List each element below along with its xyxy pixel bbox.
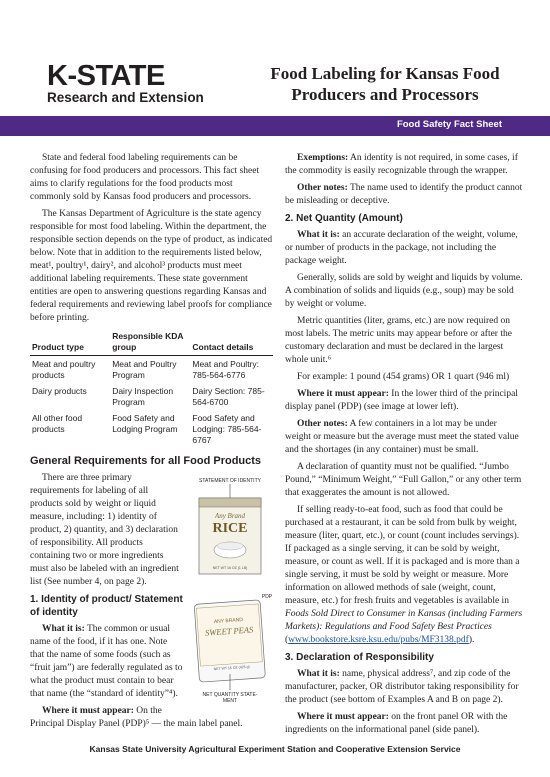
sec2-what-label: What it is: xyxy=(297,230,340,240)
rice-weight-text: NET WT 16 OZ (1 LB) xyxy=(212,566,248,570)
label-example-illustration xyxy=(187,474,273,704)
peas-brand-text: ANY BRAND xyxy=(213,617,244,626)
section-3-heading: 3. Declaration of Responsibility xyxy=(285,652,434,663)
fact-sheet-band xyxy=(0,116,550,136)
intro-paragraph-1: State and federal food labeling requirements can be confusing for food producers and processors. This fact sheet aims to clarify regulations for the food products most commonly sold by Kansas food producers and processors. xyxy=(30,153,260,202)
figure-top-label: STATEMENT OF IDENTITY xyxy=(199,478,261,484)
publication-title: Foods Sold Direct to Consumer in Kansas (including Farmers Markets): Regulations and Food Safety Best Practices xyxy=(285,609,523,632)
pdp-label: PDP xyxy=(261,594,273,600)
right-column: Exemptions: An identity is not required, in some cases, if the commodity is easily recognizable through the wrapper. Other notes: The name used to identify the product cannot be misleading or deceptive. 2. Net Quantity (Amount) What it is: an accurate declaration of the weight, volume, or number of products in the package, not including the package weight. Generally, solids are sold by weight and liquids by volume. A combination of solids and liquids (e.g., soup) may be sold by weight or volume. Metric quantities (liter, grams, etc.) are now required on most labels. The metric units may appear before or after the customary declaration and must be declared in the largest whole unit.⁶ For example: 1 pound (454 grams) OR 1 quart (946 ml) Where it must appear: In the lower third of the principal display panel (PDP) (see image at lower left). Other notes: A few containers in a lot may be under weight or measure but the average must meet the stated value and the shortages (in any container) must be small. A declaration of quantity must not be qualified. “Jumbo Pound,” “Minimum Weight,” “Full Gallon,” or any other term that exaggerates the amount is not allowed. If selling ready-to-eat food, such as food that could be purchased at a restaurant, it can be sold from bulk by weight, measure (liter, quart, etc.), or count (count includes servings). If packaged as a single serving, it can be sold by weight, measure, or count as well. If it is packaged and is more than a single serving, it must be sold by weight or measure. More information on allowed methods of sale (weight, count, measure, etc.) for fresh fruits and vegetables is available in Foods Sold Direct to Consumer in Kansas (including Farmers Markets): Regulations and Food Safety Best Practices (www.bookstore.ksre.ksu.edu/pubs/MF3138.pdf). 3. Declaration of Responsibility What it is: name, physical address⁷, and zip code of the manufacturer, packer, OR distributor taking responsibility for the product (see bottom of Examples A and B on page 2). Where it must appear: on the front panel OR with the ingredients on the informational panel (side panel). xyxy=(285,152,525,741)
table-row xyxy=(30,383,273,410)
table-cell: Dairy products xyxy=(32,386,87,396)
table-cell: All other food products xyxy=(32,413,83,434)
example-paragraph: For example: 1 pound (454 grams) OR 1 quart (946 ml) xyxy=(297,372,510,382)
general-requirements-heading: General Requirements for all Food Products xyxy=(30,455,262,467)
peas-weight-text: NET WT 15 OZ (425 g) xyxy=(213,664,250,672)
sec2-where-label: Where it must appear: xyxy=(297,389,389,399)
table-header-row xyxy=(30,329,273,356)
other-notes-2-text: A few containers in a lot may be under weight or measure but the average must meet the stated value and the shortages (in any container) must be small. xyxy=(285,419,519,455)
label-example-figure xyxy=(187,474,273,704)
sec3-where-text: on the front panel OR with the ingredients on the informational panel (side panel). xyxy=(285,712,508,735)
sec1-what-label: What it is: xyxy=(42,624,85,634)
general-paragraph: There are three primary requirements for labeling of all products sold by weight or liquid measure, including: 1) identity of product, 2) quantity, and 3) declaration of responsibility. All products containing two or more ingredients must also be labeled with an ingredient list (See number 4, on page 2). xyxy=(30,473,179,587)
rice-container xyxy=(199,498,261,574)
band-label: Food Safety Fact Sheet xyxy=(396,119,502,130)
other-notes-2-label: Other notes: xyxy=(297,419,348,429)
sec3-what-label: What it is: xyxy=(297,669,340,679)
table-header: Product type xyxy=(30,329,110,356)
table-row xyxy=(30,356,273,384)
intro-paragraph-2: The Kansas Department of Agriculture is the state agency responsible for most food labeling. Within the department, the responsible section depends on the type of product, as indicated below. Note that in addition to the requirements listed below, meat¹, poultry¹, dairy², and alcohol³ products must meet additional labeling requirements. These state government entities are open to answering questions regarding Kansas and federal requirements and reviewing label proofs for compliance before printing. xyxy=(30,209,273,323)
rice-product-text: RICE xyxy=(212,521,248,536)
sec3-where-label: Where it must appear: xyxy=(297,712,389,722)
exemptions-label: Exemptions: xyxy=(297,153,349,163)
rice-brand-text: Any Brand xyxy=(214,512,246,520)
document-title: Food Labeling for Kansas Food Producers and Processors xyxy=(270,64,500,104)
exemptions-text: An identity is not required, in some cases, if the commodity is easily recognizable through the wrapper. xyxy=(285,153,518,176)
table-cell: Food Safety and Lodging Program xyxy=(112,413,178,434)
sec1-what-text: The common or usual name of the food, if it has one. Note that the name of some foods (such as “fruit jam”) are federally regulated as to what the product must contain to bear that name (the “standard of identity”⁴). xyxy=(30,624,183,699)
table-cell: Meat and Poultry: 785-564-6776 xyxy=(192,359,259,380)
table-cell: Dairy Section: 785-564-6700 xyxy=(192,386,265,407)
figure-bottom-label: NET QUANTITY STATE-MENT xyxy=(202,692,258,704)
peas-product-text: SWEET PEAS xyxy=(204,624,254,638)
responsibility-table xyxy=(30,329,273,448)
metric-paragraph: Metric quantities (liter, grams, etc.) are now required on most labels. The metric units may appear before or after the customary declaration and must be declared in the largest whole unit.⁶ xyxy=(285,316,512,365)
section-2-heading: 2. Net Quantity (Amount) xyxy=(285,213,403,224)
sec1-where-text: On the Principal Display Panel (PDP)⁵ — the main label panel. xyxy=(30,706,243,729)
table-cell: Meat and poultry products xyxy=(32,359,96,380)
sec2-where-text: In the lower third of the principal display panel (PDP) (see image at lower left). xyxy=(285,389,518,412)
page-footer: Kansas State University Agricultural Experiment Station and Cooperative Extension Service xyxy=(89,744,461,754)
kstate-logo xyxy=(47,62,204,106)
declaration-paragraph: A declaration of quantity must not be qualified. “Jumbo Pound,” “Minimum Weight,” “Full Gallon,” or any other term that exaggerates the amount is not allowed. xyxy=(285,462,522,498)
logo-subtitle: Research and Extension xyxy=(47,90,204,105)
table-header: Contact details xyxy=(190,329,273,356)
logo-wordmark: K-STATE xyxy=(47,60,165,92)
sec1-where-label: Where it must appear: xyxy=(42,706,134,716)
table-header: Responsible KDA group xyxy=(110,329,190,356)
sec3-what-text: name, physical address⁷, and zip code of the manufacturer, packer, OR distributor taking responsibility for the product (see bottom of Examples A and B on page 2). xyxy=(285,669,519,705)
section-1-heading: 1. Identity of product/ Statement of identity xyxy=(30,594,183,618)
table-cell: Dairy Inspection Program xyxy=(112,386,174,407)
other-notes-1-text: The name used to identify the product cannot be misleading or deceptive. xyxy=(285,183,523,206)
solids-liquids-paragraph: Generally, solids are sold by weight and liquids by volume. A combination of solids and liquids (e.g., soup) may be sold by weight or volume. xyxy=(285,273,523,309)
table-row xyxy=(30,410,273,448)
peas-can xyxy=(194,600,265,682)
table-cell: Meat and Poultry Program xyxy=(112,359,177,380)
left-column xyxy=(30,152,273,735)
sec2-what-text: an accurate declaration of the weight, volume, or number of products in the package, not including the package weight. xyxy=(285,230,518,266)
ready-to-eat-text: If selling ready-to-eat food, such as food that could be purchased at a restaurant, it can be sold from bulk by weight, measure (liter, quart, etc.), or count (count includes servings). If packaged as a single serving, it can be sold by weight, measure, or count as well. If it is packaged and is more than a single serving, it must be sold by weight or measure. More information on allowed methods of sale (weight, count, measure, etc.) for fresh fruits and vegetables is available in xyxy=(285,505,520,606)
table-cell: Food Safety and Lodging: 785-564-6767 xyxy=(192,413,262,445)
other-notes-1-label: Other notes: xyxy=(297,183,348,193)
publication-link[interactable]: www.bookstore.ksre.ksu.edu/pubs/MF3138.pdf xyxy=(288,635,469,645)
